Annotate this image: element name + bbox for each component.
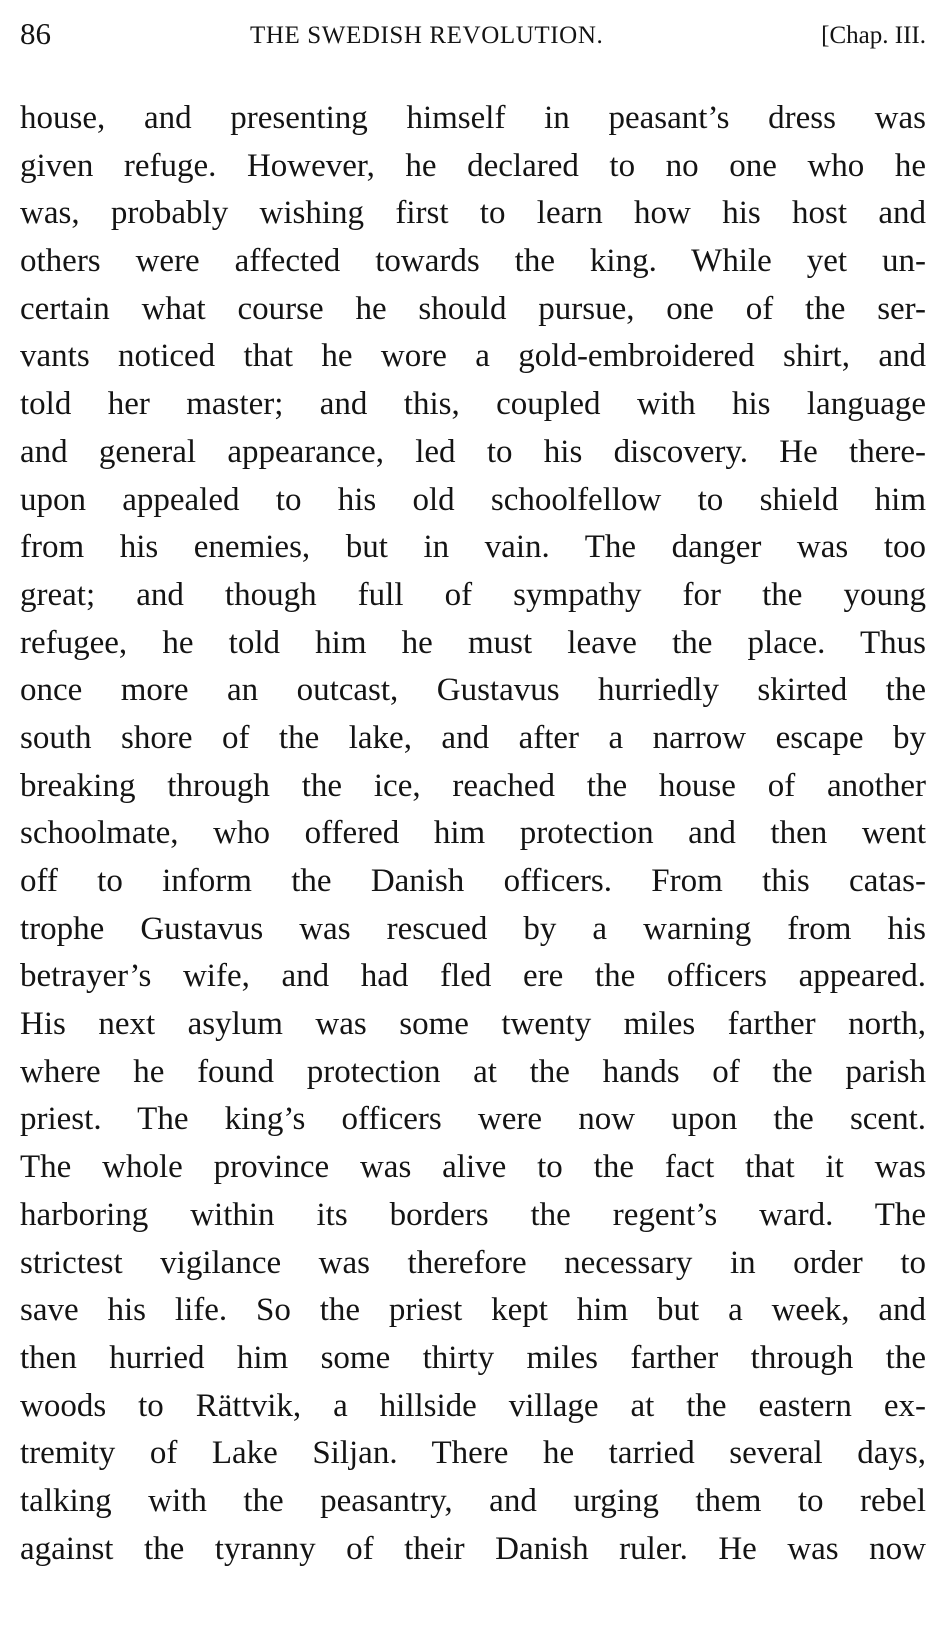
text-line: off to inform the Danish officers. From this catas-	[20, 863, 926, 899]
text-line: talking with the peasantry, and urging them to rebel	[20, 1482, 926, 1519]
text-line: save his life. So the priest kept him but a week, and	[20, 1292, 926, 1329]
text-line: south shore of the lake, and after a narrow escape by	[20, 719, 926, 756]
running-head	[20, 12, 926, 62]
text-line: great; and though full of sympathy for the young	[20, 576, 926, 613]
body-text	[20, 95, 926, 1573]
text-line: tremity of Lake Siljan. There he tarried several days,	[20, 1435, 926, 1472]
text-line: strictest vigilance was therefore necessary in order to	[20, 1244, 926, 1281]
text-line: was, probably wishing first to learn how his host and	[20, 195, 926, 232]
page-number: 86	[20, 16, 51, 51]
text-line: vants noticed that he wore a gold-embroidered shirt, and	[20, 338, 926, 375]
text-line: refugee, he told him he must leave the place. Thus	[20, 624, 926, 661]
text-line: harboring within its borders the regent’s ward. The	[20, 1196, 926, 1233]
running-title: THE SWEDISH REVOLUTION.	[250, 22, 604, 49]
text-line: from his enemies, but in vain. The danger was too	[20, 529, 926, 566]
text-line: woods to Rättvik, a hillside village at the eastern ex-	[20, 1387, 926, 1424]
text-line: given refuge. However, he declared to no one who he	[20, 147, 926, 184]
text-line: and general appearance, led to his discovery. He there-	[20, 433, 926, 470]
text-line: house, and presenting himself in peasant’s dress was	[20, 100, 926, 136]
text-line: others were affected towards the king. While yet un-	[20, 243, 926, 280]
text-line: certain what course he should pursue, one of the ser-	[20, 290, 926, 327]
text-line: The whole province was alive to the fact that it was	[20, 1149, 926, 1186]
text-line: trophe Gustavus was rescued by a warning from his	[20, 910, 926, 947]
text-line: then hurried him some thirty miles farther through the	[20, 1339, 926, 1376]
text-line: schoolmate, who offered him protection and then went	[20, 815, 926, 852]
text-line: told her master; and this, coupled with his language	[20, 386, 926, 423]
text-line: His next asylum was some twenty miles farther north,	[20, 1006, 926, 1043]
text-line: breaking through the ice, reached the house of another	[20, 767, 926, 804]
text-line: priest. The king’s officers were now upon the scent.	[20, 1101, 926, 1138]
text-line: upon appealed to his old schoolfellow to shield him	[20, 481, 926, 518]
chapter-label: [Chap. III.	[821, 22, 926, 49]
text-line: once more an outcast, Gustavus hurriedly skirted the	[20, 672, 926, 709]
text-line: betrayer’s wife, and had fled ere the officers appeared.	[20, 958, 926, 995]
text-line: where he found protection at the hands of the parish	[20, 1053, 926, 1090]
text-line: against the tyranny of their Danish ruler. He was now	[20, 1530, 926, 1567]
